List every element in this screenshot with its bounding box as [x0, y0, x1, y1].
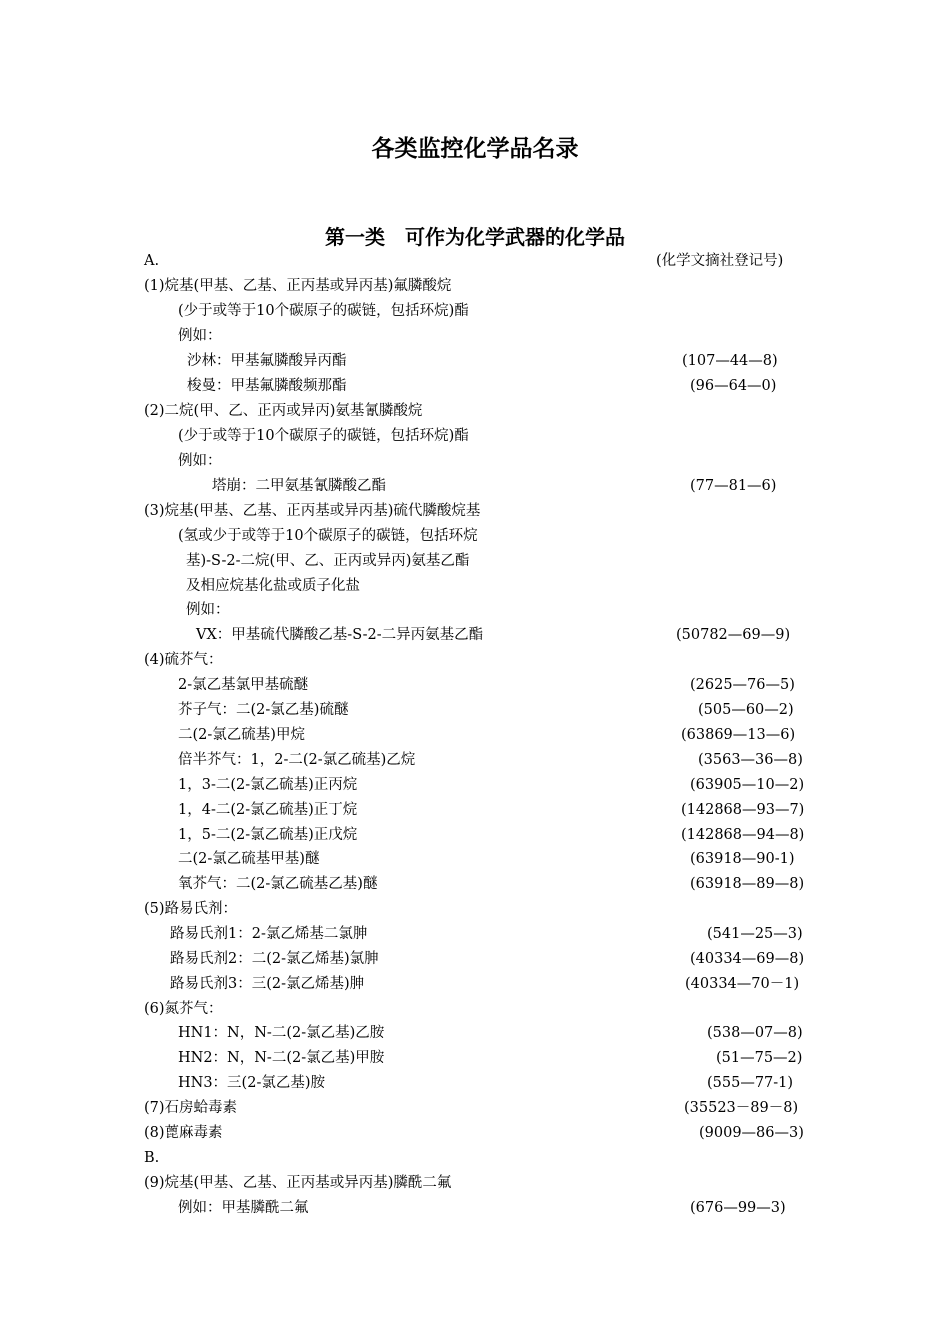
list-item [0, 947, 950, 972]
line-text: HN1：N，N-二(2-氯乙基)乙胺 [178, 1025, 385, 1041]
line-text: 1，3-二(2-氯乙硫基)正丙烷 [178, 777, 358, 793]
line-text: 路易氏剂3：三(2-氯乙烯基)胂 [170, 976, 365, 992]
list-item [0, 1196, 950, 1221]
list-item [0, 324, 950, 349]
list-item [0, 524, 950, 549]
cas-number: (63918—89—8) [690, 876, 805, 892]
cas-number: (2625—76—5) [690, 677, 795, 693]
list-item [0, 1146, 950, 1171]
list-item [0, 748, 950, 773]
line-text: (1)烷基(甲基、乙基、正丙基或异丙基)氟膦酸烷 [144, 278, 452, 294]
list-item [0, 773, 950, 798]
list-item [0, 698, 950, 723]
line-text: 二(2-氯乙硫基甲基)醚 [178, 851, 320, 867]
line-text: 倍半芥气：1，2-二(2-氯乙硫基)乙烷 [178, 752, 416, 768]
line-text: 氧芥气：二(2-氯乙硫基乙基)醚 [178, 876, 378, 892]
cas-number: (505—60—2) [698, 702, 794, 718]
line-text: 例如： [186, 602, 230, 618]
line-text: 例如： [178, 453, 222, 469]
line-text: 1，5-二(2-氯乙硫基)正戊烷 [178, 827, 358, 843]
line-text: 二(2-氯乙硫基)甲烷 [178, 727, 305, 743]
cas-number: (40334—69—8) [690, 951, 805, 967]
line-text: (氢或少于或等于10个碳原子的碳链，包括环烷 [178, 528, 478, 544]
line-text: (3)烷基(甲基、乙基、正丙基或异丙基)硫代膦酸烷基 [144, 503, 481, 519]
cas-number: (77—81—6) [690, 478, 777, 494]
line-text: 沙林：甲基氟膦酸异丙酯 [187, 353, 347, 369]
list-item [0, 798, 950, 823]
list-item [0, 872, 950, 897]
list-item [0, 623, 950, 648]
page-title: 各类监控化学品名录 [371, 136, 579, 162]
line-text: (4)硫芥气： [144, 652, 223, 668]
list-item [0, 474, 950, 499]
list-item [0, 723, 950, 748]
cas-number: (3563—36—8) [698, 752, 803, 768]
cas-number: (555—77-1) [707, 1075, 794, 1091]
list-item [0, 1046, 950, 1071]
list-item [0, 648, 950, 673]
cas-number: (50782—69—9) [676, 627, 791, 643]
line-text: (少于或等于10个碳原子的碳链，包括环烷)酯 [178, 428, 469, 444]
list-item [0, 274, 950, 299]
line-text: 例如： [178, 328, 222, 344]
cas-number: (142868—93—7) [681, 802, 805, 818]
line-text: 梭曼：甲基氟膦酸频那酯 [187, 378, 347, 394]
line-text: HN2：N，N-二(2-氯乙基)甲胺 [178, 1050, 385, 1066]
line-text: 例如：甲基膦酰二氟 [178, 1200, 309, 1216]
list-item [0, 997, 950, 1022]
cas-number: (63918—90-1) [690, 851, 795, 867]
list-item [0, 374, 950, 399]
line-text: (6)氮芥气： [144, 1001, 223, 1017]
line-text: 芥子气：二(2-氯乙基)硫醚 [178, 702, 349, 718]
line-text: 基)-S-2-二烷(甲、乙、正丙或异丙)氨基乙酯 [186, 553, 470, 569]
list-item [0, 349, 950, 374]
list-item [0, 499, 950, 524]
list-item [0, 299, 950, 324]
line-text: 1，4-二(2-氯乙硫基)正丁烷 [178, 802, 358, 818]
line-text: 路易氏剂1：2-氯乙烯基二氯胂 [170, 926, 368, 942]
line-text: (8)蓖麻毒素 [144, 1125, 223, 1141]
line-text: (少于或等于10个碳原子的碳链，包括环烷)酯 [178, 303, 469, 319]
list-item [0, 823, 950, 848]
list-item [0, 598, 950, 623]
line-text: (2)二烷(甲、乙、正丙或异丙)氨基氰膦酸烷 [144, 403, 423, 419]
cas-number: (142868—94—8) [681, 827, 805, 843]
section-title: 第一类 可作为化学武器的化学品 [325, 225, 625, 249]
cas-number: (541—25—3) [707, 926, 803, 942]
list-item [0, 449, 950, 474]
cas-number: (676—99—3) [690, 1200, 786, 1216]
cas-number: (35523－89－8) [684, 1100, 799, 1116]
cas-number: (107—44—8) [682, 353, 778, 369]
cas-number: (化学文摘社登记号) [656, 253, 784, 269]
list-item [0, 897, 950, 922]
line-text: A. [144, 253, 160, 269]
line-text: B. [144, 1150, 160, 1166]
list-item [0, 549, 950, 574]
cas-number: (51—75—2) [716, 1050, 803, 1066]
cas-number: (63869—13—6) [681, 727, 796, 743]
cas-number: (63905—10—2) [690, 777, 805, 793]
list-item [0, 249, 950, 274]
line-text: (7)石房蛤毒素 [144, 1100, 238, 1116]
cas-number: (40334—70－1) [685, 976, 800, 992]
line-text: VX：甲基硫代膦酸乙基-S-2-二异丙氨基乙酯 [196, 627, 484, 643]
line-text: 塔崩：二甲氨基氰膦酸乙酯 [212, 478, 386, 494]
list-item [0, 847, 950, 872]
line-text: (9)烷基(甲基、乙基、正丙基或异丙基)膦酰二氟 [144, 1175, 452, 1191]
list-item [0, 574, 950, 599]
list-item [0, 424, 950, 449]
list-item [0, 399, 950, 424]
line-text: (5)路易氏剂： [144, 901, 238, 917]
cas-number: (538—07—8) [707, 1025, 803, 1041]
line-text: 及相应烷基化盐或质子化盐 [186, 578, 360, 594]
line-text: 2-氯乙基氯甲基硫醚 [178, 677, 309, 693]
list-item [0, 972, 950, 997]
list-item [0, 1121, 950, 1146]
list-item [0, 922, 950, 947]
list-item [0, 1021, 950, 1046]
cas-number: (9009—86—3) [699, 1125, 804, 1141]
cas-number: (96—64—0) [690, 378, 777, 394]
list-item [0, 1071, 950, 1096]
list-item [0, 1171, 950, 1196]
list-item [0, 1096, 950, 1121]
list-item [0, 673, 950, 698]
line-text: 路易氏剂2：二(2-氯乙烯基)氯胂 [170, 951, 379, 967]
line-text: HN3：三(2-氯乙基)胺 [178, 1075, 325, 1091]
